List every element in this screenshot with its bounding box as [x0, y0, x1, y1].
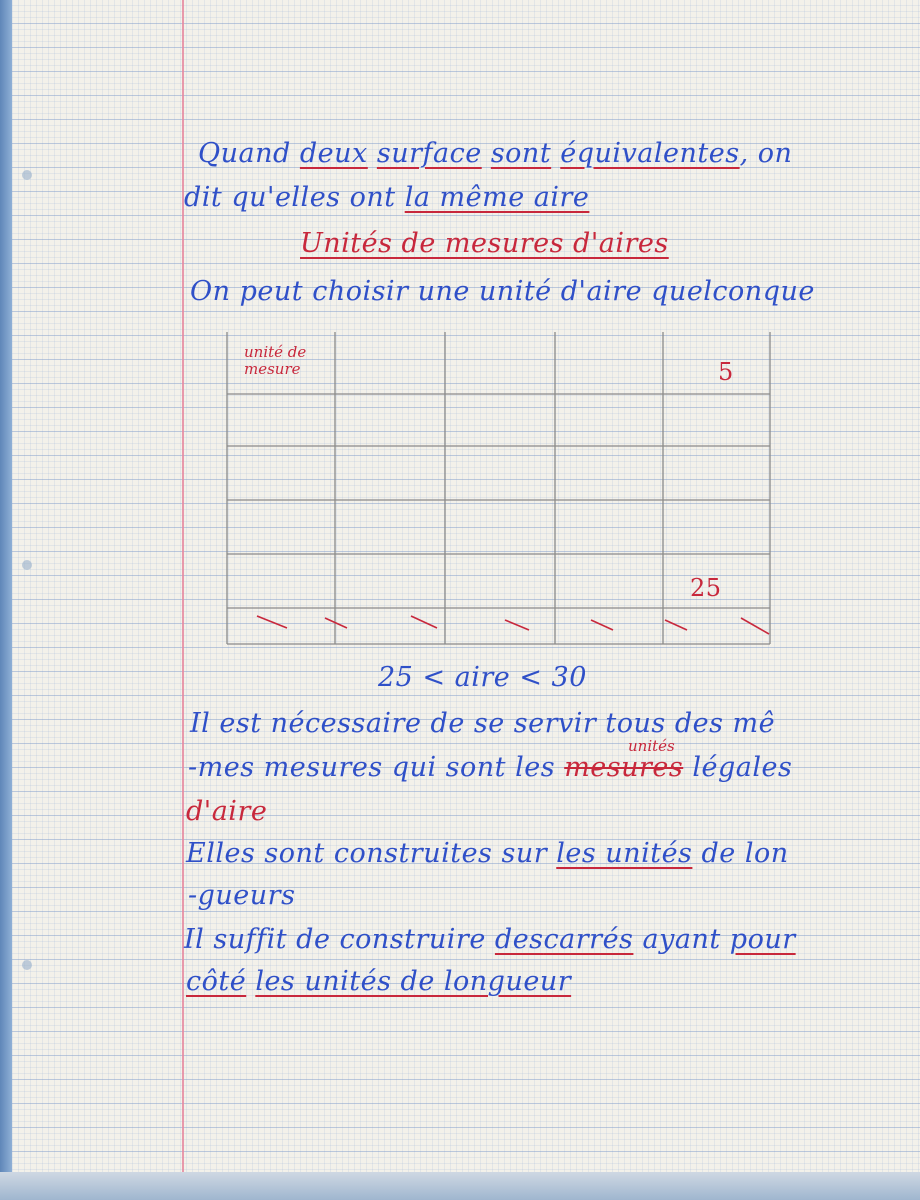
text-line-10	[186, 966, 571, 997]
correction-above: unités	[628, 737, 675, 755]
underlined-word: carrés	[543, 924, 634, 955]
text-line-3: On peut choisir une unité d'aire quelconque	[190, 276, 815, 307]
grid-lines	[227, 332, 770, 644]
underlined-word: sont	[490, 138, 552, 169]
margin-line	[182, 0, 184, 1172]
word: , on	[739, 138, 793, 169]
red-hatch-marks	[257, 616, 769, 634]
text-line-4: Il est nécessaire de se servir tous des mê	[190, 708, 776, 739]
punch-hole	[22, 170, 32, 180]
underlined-word: côté	[186, 966, 247, 997]
text-line-2	[184, 182, 589, 213]
underlined-phrase: les unités	[556, 838, 693, 869]
punch-hole	[22, 560, 32, 570]
word: dit qu'elles ont	[184, 182, 396, 213]
underlined-word: équivalentes	[560, 138, 740, 169]
underlined-word: des	[494, 924, 544, 955]
text-line-8: -gueurs	[188, 880, 296, 911]
underlined-word: deux	[299, 138, 368, 169]
text-line-9	[184, 924, 796, 955]
punch-hole	[22, 960, 32, 970]
text-line-7	[186, 838, 789, 869]
grid-number-top: 5	[718, 358, 734, 386]
underlined-phrase: les unités de longueur	[255, 966, 572, 997]
text-line-5	[188, 752, 792, 783]
notebook-cover-edge	[0, 0, 12, 1200]
word: de lon	[701, 838, 789, 869]
underlined-phrase: la même aire	[404, 182, 590, 213]
notebook-cover-bottom	[0, 1172, 920, 1200]
struck-word: mesures	[564, 752, 684, 783]
inequality: 25 < aire < 30	[378, 662, 587, 693]
word: Elles sont construites sur	[186, 838, 548, 869]
word: -mes mesures qui sont les	[188, 752, 556, 783]
word: ayant	[642, 924, 721, 955]
underlined-word: surface	[376, 138, 482, 169]
word: Il suffit de construire	[184, 924, 486, 955]
text-line-6: d'aire	[186, 796, 268, 827]
underlined-word: pour	[729, 924, 796, 955]
grid-number-bottom: 25	[690, 574, 722, 602]
section-heading: Unités de mesures d'aires	[300, 228, 669, 259]
text-line-1	[198, 138, 792, 169]
grid-unit-label: unité de mesure	[244, 343, 307, 378]
word: légales	[692, 752, 793, 783]
word: Quand	[198, 138, 291, 169]
